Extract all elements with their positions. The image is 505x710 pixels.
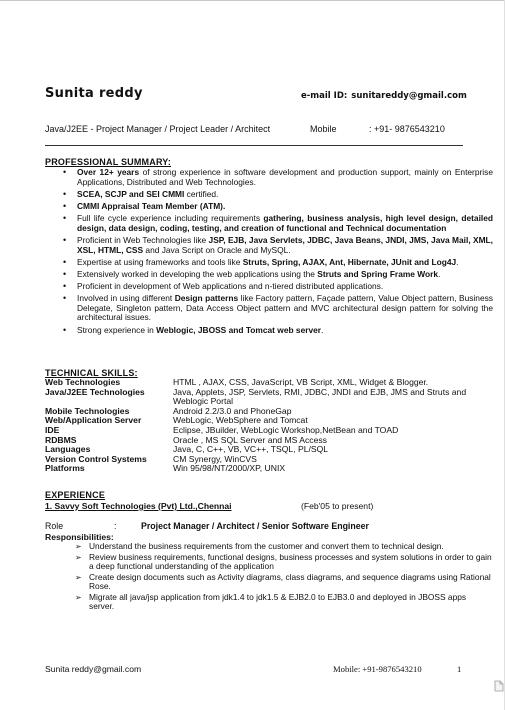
summary-item: • Expertise at using frameworks and tools like Struts, Spring, AJAX, Ant, Hibernate, JUnit and Log4J. (63, 258, 493, 268)
summary-item: • CMMI Appraisal Team Member (ATM). (63, 202, 493, 212)
table-row: Platforms Win 95/98/NT/2000/XP, UNIX (45, 463, 286, 474)
email-line (301, 91, 467, 101)
summary-item: • Strong experience in Weblogic, JBOSS and Tomcat web server. (63, 326, 493, 336)
summary-item: • Proficient in Web Technologies like JSP, EJB, Java Servlets, JDBC, Java Beans, JNDI, JMS, Java Mail, XML, XSL, HTML, CSS and Java Script on Oracle and MySQL. (63, 236, 493, 255)
responsibilities-heading: Responsibilities: (45, 532, 114, 542)
summary-heading: PROFESSIONAL SUMMARY: (45, 157, 172, 167)
candidate-name: Sunita reddy (45, 86, 143, 101)
skills-table (45, 378, 495, 474)
email-address: sunitareddy@gmail.com (351, 91, 467, 101)
role-title: Java/J2EE - Project Manager / Project Leader / Architect (45, 124, 271, 134)
footer-email: Sunita reddy@gmail.com (45, 664, 142, 674)
skills-heading: TECHNICAL SKILLS: (45, 368, 138, 378)
job-role: Role : Project Manager / Architect / Senior Software Engineer (45, 521, 369, 531)
role-line (45, 124, 445, 134)
header-divider (45, 145, 463, 146)
company-line (45, 501, 374, 511)
mobile-label: Mobile (310, 124, 337, 134)
summary-item: • Full life cycle experience including requirements gathering, business analysis, high level design, detailed design, data design, coding, testing, and creation of functional and Technical documentation (63, 214, 493, 233)
table-row: Mobile Technologies Android 2.2/3.0 and PhoneGap (45, 405, 292, 416)
experience-heading: EXPERIENCE (45, 490, 106, 500)
company-name: 1. Savvy Soft Technologies (Pvt) Ltd.,Chennai (45, 501, 232, 511)
summary-item: • Involved in using different Design patterns like Factory pattern, Façade pattern, Value Object pattern, Business Delegate, Singleton pattern, Data Access Object pattern and MVC architectural design pattern for solving the architectural issues. (63, 294, 493, 323)
list-item: ➢ Migrate all java/jsp application from jdk1.4 to jdk1.5 & EJB2.0 to EJB3.0 and deployed in JBOSS apps server. (75, 593, 493, 612)
summary-list (63, 168, 493, 338)
table-row: Web Technologies HTML , AJAX, CSS, JavaScript, VB Script, XML, Widget & Blogger. (45, 377, 429, 387)
table-row: RDBMS Oracle , MS SQL Server and MS Access (45, 434, 327, 445)
responsibilities-list (75, 542, 493, 613)
list-item: ➢ Understand the business requirements from the customer and convert them to technical design. (75, 542, 493, 551)
summary-item: • Proficient in development of Web applications and n-tiered distributed applications. (63, 282, 493, 292)
page-top-edge (0, 0, 504, 1)
footer-mobile: Mobile: +91-9876543210 (333, 664, 422, 674)
employment-dates: (Feb'05 to present) (301, 501, 374, 511)
summary-item: • SCEA, SCJP and SEI CMMI certified. (63, 190, 493, 200)
role-value: Project Manager / Architect / Senior Software Engineer (141, 521, 369, 531)
email-label: e-mail ID: (301, 91, 348, 101)
summary-item: • Extensively worked in developing the web applications using the Struts and Spring Frame Work. (63, 270, 493, 280)
page-number: 1 (457, 664, 462, 674)
list-item: ➢ Create design documents such as Activity diagrams, class diagrams, and sequence diagrams using Rational Rose. (75, 573, 493, 592)
table-row: IDE Eclipse, JBuilder, WebLogic Workshop,NetBean and TOAD (45, 424, 399, 435)
table-row: Web/Application Server WebLogic, WebSphere and Tomcat (45, 415, 308, 426)
role-label: Role (45, 521, 64, 531)
table-row: Languages Java, C, C++, VB, VC++, TSQL, PL/SQL (45, 444, 329, 455)
page-fold-icon[interactable] (494, 680, 504, 692)
mobile-number: : +91- 9876543210 (369, 124, 445, 134)
list-item: ➢ Review business requirements, functional designs, business processes and system solutions in order to gain a deep functional understanding of the application (75, 553, 493, 572)
summary-item: • Over 12+ years of strong experience in software development and production support, mainly on Enterprise Applications, Distributed and Web Technologies. (63, 168, 493, 187)
table-row: Version Control Systems CM Synergy, WinCVS (45, 453, 257, 464)
page-footer (45, 664, 495, 674)
table-row: Java/J2EE Technologies Java, Applets, JSP, Servlets, RMI, JDBC, JNDI and EJB, JMS and Struts and Weblogic Portal (45, 386, 467, 407)
